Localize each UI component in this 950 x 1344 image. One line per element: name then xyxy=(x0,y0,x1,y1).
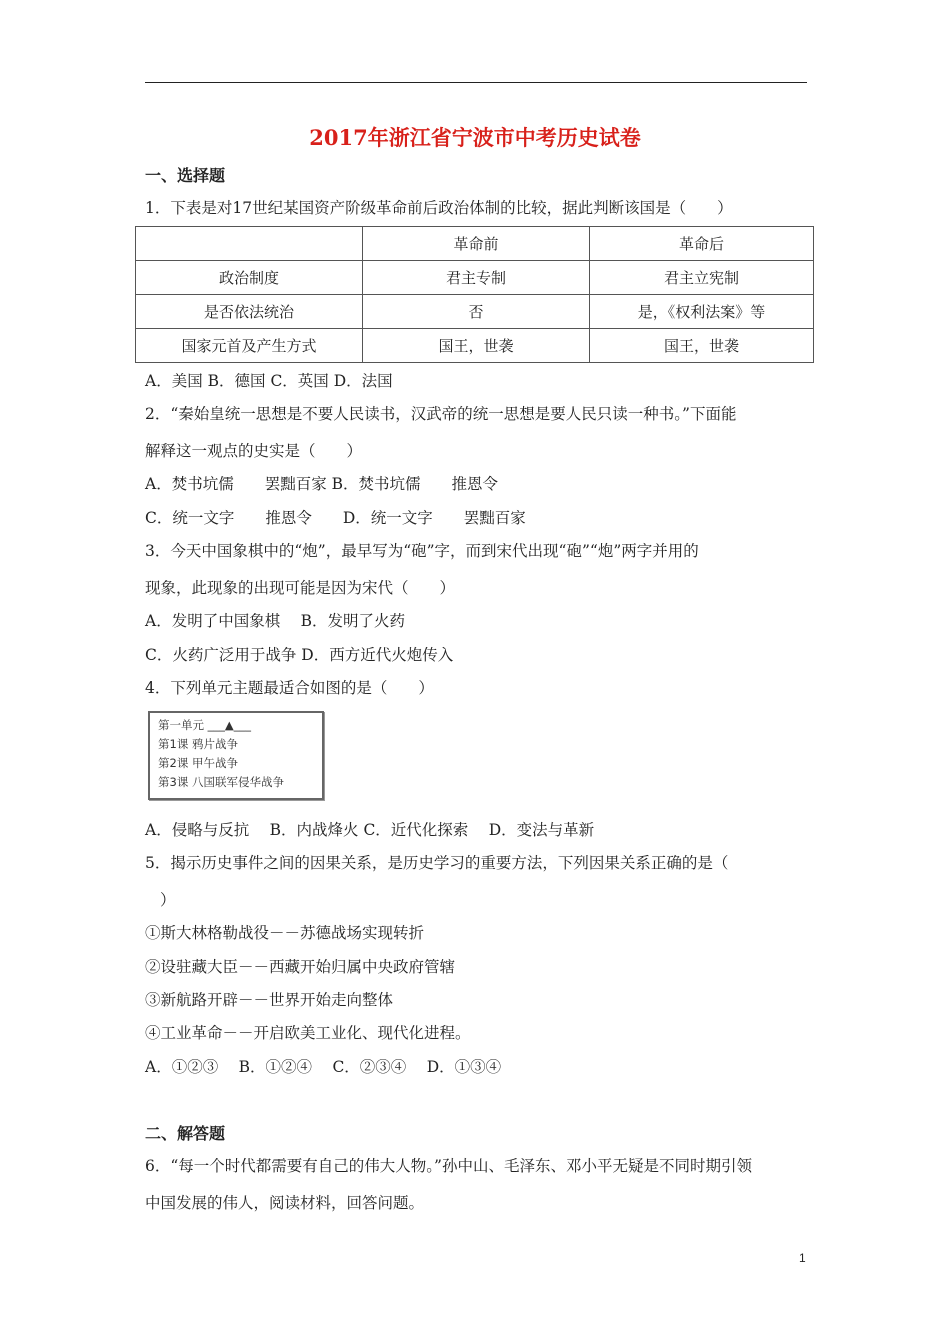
section-heading-answer: 二、解答题 xyxy=(145,1124,226,1143)
question-4-options: A．侵略与反抗 B．内战烽火 C．近代化探索 D．变法与革新 xyxy=(145,821,595,839)
table-cell: 政治制度 xyxy=(136,261,363,295)
table-cell: 国王，世袭 xyxy=(363,329,590,363)
question-1-stem: 1．下表是对17世纪某国资产阶级革命前后政治体制的比较，据此判断该国是（ ） xyxy=(145,199,733,217)
question-3-options-line1: A．发明了中国象棋 B．发明了火药 xyxy=(145,612,406,630)
question-5-item-1: ①斯大林格勒战役－－苏德战场实现转折 xyxy=(145,924,425,942)
question-3-stem-line2: 现象，此现象的出现可能是因为宋代（ ） xyxy=(145,579,456,597)
section-heading-choice: 一、选择题 xyxy=(145,166,226,185)
figure-lesson-3: 第3课 八国联军侵华战争 xyxy=(158,775,284,789)
table-header-cell: 革命后 xyxy=(590,227,814,261)
question-3-options-line2: C．火药广泛用于战争 D．西方近代火炮传入 xyxy=(145,646,454,664)
question-4-stem: 4．下列单元主题最适合如图的是（ ） xyxy=(145,679,434,697)
figure-lesson-1: 第1课 鸦片战争 xyxy=(158,737,238,751)
question-6-stem-line1: 6．“每一个时代都需要有自己的伟大人物。”孙中山、毛泽东、邓小平无疑是不同时期引领 xyxy=(145,1157,752,1175)
table-header-cell: 革命前 xyxy=(363,227,590,261)
table-row xyxy=(136,295,814,329)
question-5-item-2: ②设驻藏大臣－－西藏开始归属中央政府管辖 xyxy=(145,958,456,976)
figure-unit-heading: 第一单元 ___▲___ xyxy=(158,718,251,732)
table-cell: 君主立宪制 xyxy=(590,261,814,295)
table-row xyxy=(136,261,814,295)
question-5-item-3: ③新航路开辟－－世界开始走向整体 xyxy=(145,991,394,1009)
question-6-stem-line2: 中国发展的伟人，阅读材料，回答问题。 xyxy=(145,1194,425,1212)
unit-outline-figure xyxy=(148,711,324,800)
table-cell: 国家元首及产生方式 xyxy=(136,329,363,363)
header-rule xyxy=(145,82,807,83)
table-cell: 是，《权利法案》等 xyxy=(590,295,814,329)
question-2-options-line2: C．统一文字 推恩令 D．统一文字 罢黜百家 xyxy=(145,509,526,527)
question-2-stem-line1: 2．“秦始皇统一思想是不要人民读书，汉武帝的统一思想是要人民只读一种书。”下面能 xyxy=(145,405,737,423)
table-row xyxy=(136,329,814,363)
table-cell: 是否依法统治 xyxy=(136,295,363,329)
table-header-cell xyxy=(136,227,363,261)
table-cell: 君主专制 xyxy=(363,261,590,295)
question-2-stem-line2: 解释这一观点的史实是（ ） xyxy=(145,442,363,460)
question-5-stem-line2: ） xyxy=(160,891,176,909)
question-5-options: A．①②③ B．①②④ C．②③④ D．①③④ xyxy=(145,1058,502,1076)
table-header-row xyxy=(136,227,814,261)
comparison-table xyxy=(135,226,814,363)
page-number: 1 xyxy=(799,1251,806,1265)
table-cell: 国王，世袭 xyxy=(590,329,814,363)
question-2-options-line1: A．焚书坑儒 罢黜百家 B．焚书坑儒 推恩令 xyxy=(145,475,499,493)
page-title: 2017年浙江省宁波市中考历史试卷 xyxy=(309,125,641,150)
question-5-item-4: ④工业革命－－开启欧美工业化、现代化进程。 xyxy=(145,1024,471,1042)
question-1-options: A．美国 B．德国 C．英国 D．法国 xyxy=(145,372,393,390)
question-5-stem-line1: 5．揭示历史事件之间的因果关系，是历史学习的重要方法，下列因果关系正确的是（ xyxy=(145,854,729,872)
table-cell: 否 xyxy=(363,295,590,329)
question-3-stem-line1: 3．今天中国象棋中的“炮”，最早写为“砲”字，而到宋代出现“砲”“炮”两字并用的 xyxy=(145,542,699,560)
figure-lesson-2: 第2课 甲午战争 xyxy=(158,756,238,770)
